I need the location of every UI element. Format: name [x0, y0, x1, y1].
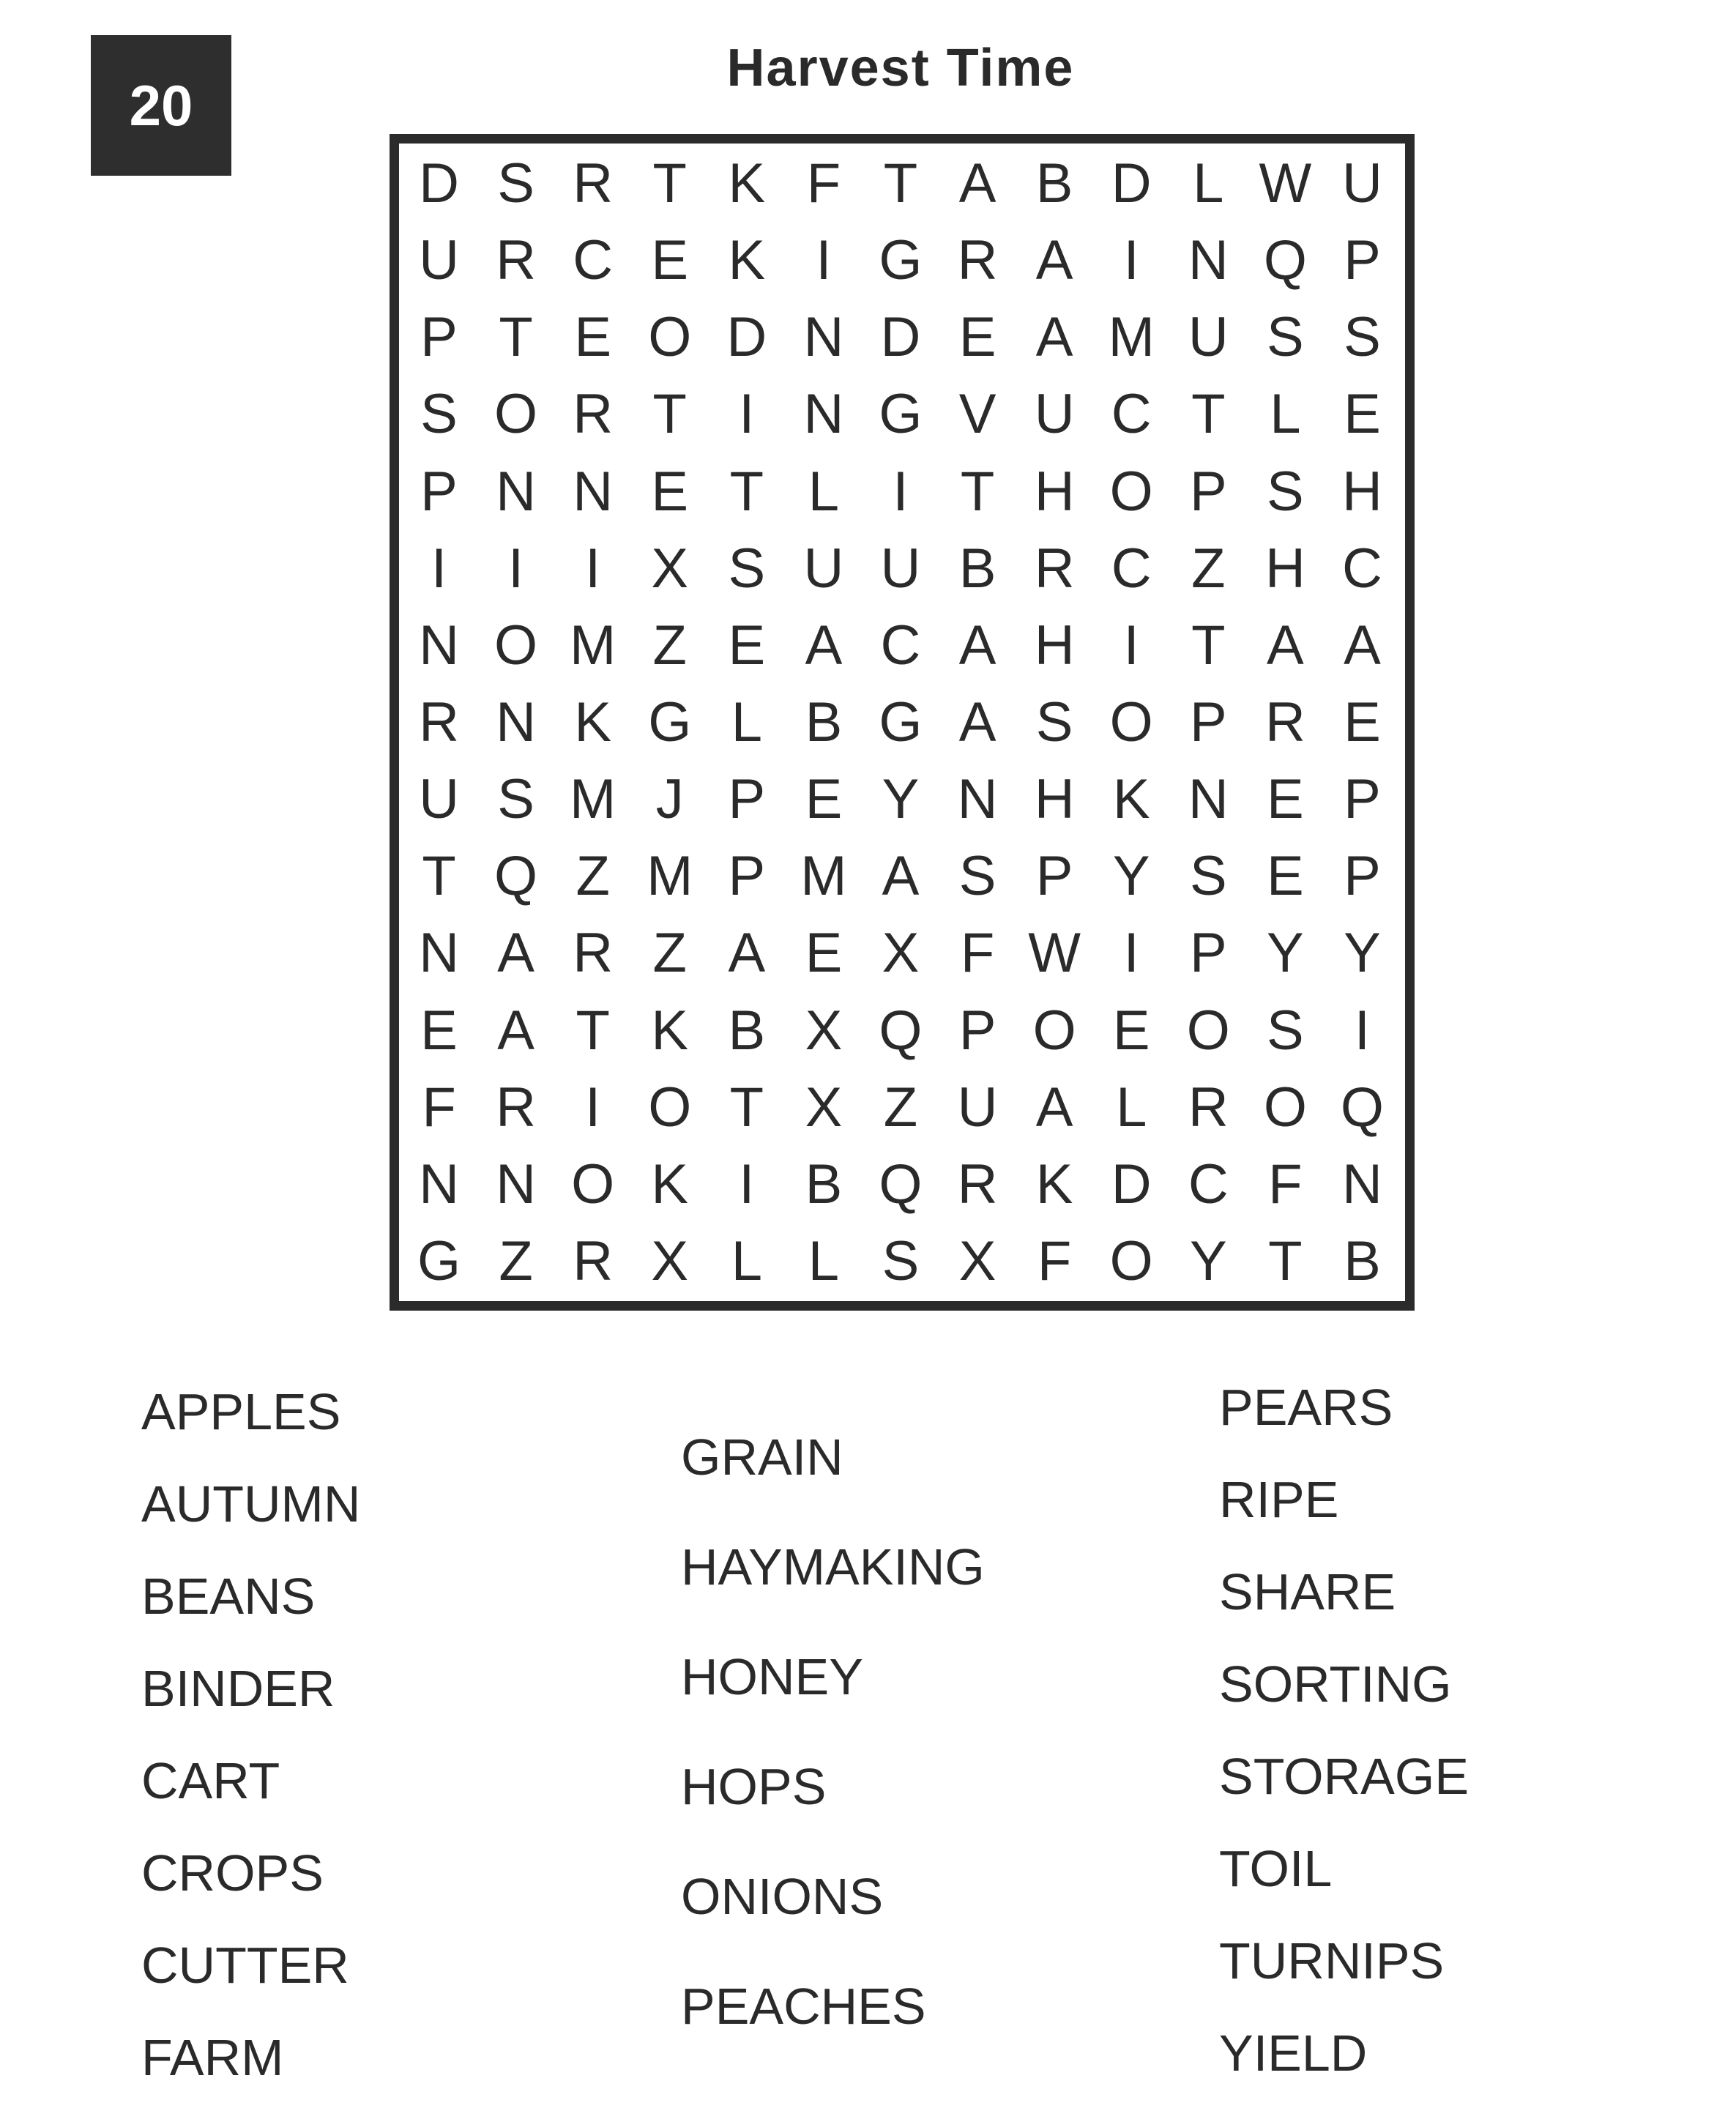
grid-letter[interactable]: E	[420, 999, 458, 1062]
grid-letter[interactable]: H	[1342, 460, 1382, 523]
grid-letter[interactable]: I	[739, 383, 755, 446]
grid-letter[interactable]: Z	[652, 614, 687, 677]
grid-letter[interactable]: P	[1344, 845, 1381, 908]
grid-letter[interactable]: R	[1034, 537, 1075, 600]
grid-letter[interactable]: O	[1109, 1229, 1153, 1292]
grid-letter[interactable]: W	[1259, 152, 1312, 215]
grid-letter[interactable]: P	[1344, 768, 1381, 831]
grid-letter[interactable]: S	[1267, 999, 1304, 1062]
grid-letter[interactable]: Q	[494, 845, 538, 908]
grid-letter[interactable]: T	[1191, 614, 1226, 677]
grid-letter[interactable]: R	[419, 690, 459, 753]
grid-letter[interactable]: A	[1035, 306, 1073, 369]
grid-letter[interactable]: M	[570, 614, 616, 677]
grid-letter[interactable]: R	[1188, 1076, 1229, 1139]
grid-letter[interactable]: N	[496, 1152, 537, 1215]
word-list-item: PEARS	[1219, 1379, 1393, 1436]
grid-letter[interactable]: C	[1188, 1152, 1229, 1215]
word-list-item: HONEY	[681, 1648, 863, 1705]
grid-letter[interactable]: X	[651, 537, 689, 600]
grid-letter[interactable]: E	[958, 306, 996, 369]
grid-letter[interactable]: T	[499, 306, 533, 369]
grid-letter[interactable]: X	[882, 922, 920, 985]
grid-letter[interactable]: M	[570, 768, 616, 831]
grid-letter[interactable]: N	[496, 460, 537, 523]
grid-letter[interactable]: U	[419, 768, 459, 831]
grid-letter[interactable]: N	[573, 460, 614, 523]
grid-letter[interactable]: R	[1264, 690, 1305, 753]
page-number: 20	[129, 72, 193, 138]
grid-letter[interactable]: C	[1111, 537, 1152, 600]
grid-letter[interactable]: N	[1188, 229, 1229, 292]
grid-letter[interactable]: T	[652, 152, 687, 215]
grid-letter[interactable]: E	[1344, 383, 1381, 446]
grid-letter[interactable]: S	[1267, 306, 1304, 369]
grid-letter[interactable]: O	[648, 1076, 692, 1139]
grid-letter[interactable]: G	[648, 690, 692, 753]
grid-letter[interactable]: B	[805, 1152, 843, 1215]
grid-letter[interactable]: W	[1028, 922, 1081, 985]
grid-letter[interactable]: Q	[879, 999, 923, 1062]
word-list-item: SHARE	[1219, 1563, 1396, 1620]
grid-letter[interactable]: A	[1035, 1076, 1073, 1139]
grid-letter[interactable]: P	[1035, 845, 1073, 908]
grid-letter[interactable]: L	[1270, 383, 1301, 446]
grid-letter[interactable]: P	[1189, 690, 1227, 753]
grid-letter[interactable]: K	[1035, 1152, 1073, 1215]
grid-letter[interactable]: T	[1191, 383, 1226, 446]
grid-letter[interactable]: L	[731, 690, 762, 753]
grid-letter[interactable]: O	[1032, 999, 1076, 1062]
grid-letter[interactable]: Z	[1191, 537, 1226, 600]
grid-letter[interactable]: E	[728, 614, 766, 677]
grid-letter[interactable]: I	[1123, 922, 1139, 985]
grid-letter[interactable]: B	[728, 999, 766, 1062]
grid-letter[interactable]: P	[1344, 229, 1381, 292]
word-list-item: CART	[141, 1752, 280, 1809]
grid-letter[interactable]: A	[958, 690, 996, 753]
grid-letter[interactable]: F	[960, 922, 995, 985]
grid-letter[interactable]: B	[958, 537, 996, 600]
grid-letter[interactable]: U	[1188, 306, 1229, 369]
grid-letter[interactable]: N	[496, 690, 537, 753]
grid-letter[interactable]: E	[1112, 999, 1150, 1062]
grid-letter[interactable]: O	[1109, 690, 1153, 753]
grid-letter[interactable]: D	[726, 306, 767, 369]
grid-letter[interactable]: P	[728, 845, 766, 908]
word-list-item: HOPS	[681, 1758, 827, 1815]
grid-letter[interactable]: G	[417, 1229, 461, 1292]
grid-letter[interactable]: T	[729, 1076, 764, 1139]
word-list-item: CUTTER	[141, 1937, 349, 1994]
grid-letter[interactable]: Z	[883, 1076, 918, 1139]
grid-letter[interactable]: T	[575, 999, 610, 1062]
grid-letter[interactable]: L	[1193, 152, 1224, 215]
grid-letter[interactable]: T	[1268, 1229, 1303, 1292]
grid-letter[interactable]: A	[1344, 614, 1381, 677]
grid-letter[interactable]: I	[431, 537, 447, 600]
grid-letter[interactable]: I	[816, 229, 832, 292]
grid-letter[interactable]: V	[958, 383, 996, 446]
word-list-item: YIELD	[1219, 2025, 1368, 2082]
word-list-item: GRAIN	[681, 1429, 843, 1486]
grid-letter[interactable]: Y	[882, 768, 920, 831]
grid-letter[interactable]: N	[419, 1152, 459, 1215]
grid-letter[interactable]: A	[958, 614, 996, 677]
word-list-item: CROPS	[141, 1844, 324, 1902]
grid-letter[interactable]: E	[1267, 768, 1304, 831]
grid-letter[interactable]: O	[648, 306, 692, 369]
grid-letter[interactable]: A	[882, 845, 920, 908]
letter-grid	[401, 145, 1401, 1300]
grid-letter[interactable]: P	[420, 460, 458, 523]
grid-letter[interactable]: U	[1342, 152, 1382, 215]
grid-letter[interactable]: B	[805, 690, 843, 753]
grid-letter[interactable]: B	[1344, 1229, 1381, 1292]
grid-letter[interactable]: X	[805, 999, 843, 1062]
grid-letter[interactable]: P	[1189, 922, 1227, 985]
grid-letter[interactable]: S	[958, 845, 996, 908]
grid-letter[interactable]: C	[1342, 537, 1382, 600]
grid-letter[interactable]: K	[574, 690, 612, 753]
grid-letter[interactable]: N	[1342, 1152, 1382, 1215]
grid-letter[interactable]: U	[803, 537, 844, 600]
grid-letter[interactable]: S	[728, 537, 766, 600]
grid-letter[interactable]: R	[573, 922, 614, 985]
grid-letter[interactable]: G	[879, 229, 923, 292]
grid-letter[interactable]: S	[1267, 460, 1304, 523]
grid-letter[interactable]: I	[1123, 229, 1139, 292]
word-list-item: PEACHES	[681, 1978, 926, 2035]
grid-letter[interactable]: U	[419, 229, 459, 292]
word-list-item: APPLES	[141, 1383, 341, 1440]
grid-letter[interactable]: R	[496, 1076, 537, 1139]
grid-letter[interactable]: T	[883, 152, 918, 215]
grid-letter[interactable]: N	[419, 922, 459, 985]
grid-letter[interactable]: T	[422, 845, 456, 908]
grid-letter[interactable]: T	[652, 383, 687, 446]
grid-letter[interactable]: H	[1034, 614, 1075, 677]
grid-letter[interactable]: N	[803, 306, 844, 369]
word-list-item: TURNIPS	[1219, 1932, 1445, 1989]
grid-letter[interactable]: E	[1344, 690, 1381, 753]
word-list-item: BEANS	[141, 1568, 316, 1625]
grid-letter[interactable]: I	[893, 460, 909, 523]
grid-letter[interactable]: A	[728, 922, 766, 985]
grid-letter[interactable]: K	[651, 999, 689, 1062]
grid-letter[interactable]: B	[1035, 152, 1073, 215]
grid-letter[interactable]: A	[497, 922, 534, 985]
grid-letter[interactable]: C	[880, 614, 921, 677]
grid-letter[interactable]: I	[585, 537, 601, 600]
grid-letter[interactable]: Y	[1344, 922, 1381, 985]
grid-letter[interactable]: I	[1354, 999, 1371, 1062]
grid-letter[interactable]: L	[808, 1229, 840, 1292]
grid-letter[interactable]: R	[573, 152, 614, 215]
grid-letter[interactable]: O	[494, 383, 538, 446]
grid-letter[interactable]: N	[803, 383, 844, 446]
word-list-item: SORTING	[1219, 1656, 1452, 1713]
grid-letter[interactable]: R	[496, 229, 537, 292]
grid-letter[interactable]: E	[651, 460, 689, 523]
grid-letter[interactable]: Y	[1112, 845, 1150, 908]
grid-letter[interactable]: X	[805, 1076, 843, 1139]
grid-letter[interactable]: I	[508, 537, 524, 600]
grid-letter[interactable]: F	[1268, 1152, 1303, 1215]
grid-letter[interactable]: N	[1188, 768, 1229, 831]
grid-letter[interactable]: Z	[575, 845, 610, 908]
grid-letter[interactable]: O	[1263, 1076, 1307, 1139]
grid-letter[interactable]: S	[882, 1229, 920, 1292]
grid-letter[interactable]: C	[1111, 383, 1152, 446]
grid-letter[interactable]: A	[497, 999, 534, 1062]
grid-letter[interactable]: H	[1264, 537, 1305, 600]
grid-letter[interactable]: X	[651, 1229, 689, 1292]
grid-letter[interactable]: A	[1035, 229, 1073, 292]
grid-letter[interactable]: M	[647, 845, 693, 908]
grid-letter[interactable]: H	[1034, 460, 1075, 523]
grid-letter[interactable]: L	[808, 460, 840, 523]
word-list-item: TOIL	[1219, 1840, 1333, 1897]
grid-letter[interactable]: O	[494, 614, 538, 677]
grid-letter[interactable]: G	[879, 383, 923, 446]
grid-letter[interactable]: I	[585, 1076, 601, 1139]
grid-letter[interactable]: Q	[879, 1152, 923, 1215]
grid-letter[interactable]: R	[957, 1152, 998, 1215]
grid-letter[interactable]: L	[731, 1229, 762, 1292]
grid-letter[interactable]: Q	[1340, 1076, 1385, 1139]
grid-letter[interactable]: A	[958, 152, 996, 215]
grid-letter[interactable]: O	[1186, 999, 1230, 1062]
grid-letter[interactable]: M	[1108, 306, 1155, 369]
grid-letter[interactable]: D	[1111, 152, 1152, 215]
grid-letter[interactable]: Y	[1189, 1229, 1227, 1292]
grid-letter[interactable]: X	[958, 1229, 996, 1292]
grid-letter[interactable]: E	[805, 768, 843, 831]
puzzle-title: Harvest Time	[726, 39, 1075, 97]
grid-letter[interactable]: P	[1189, 460, 1227, 523]
grid-letter[interactable]: C	[573, 229, 614, 292]
grid-letter[interactable]: T	[960, 460, 995, 523]
grid-letter[interactable]: U	[1034, 383, 1075, 446]
grid-letter[interactable]: E	[805, 922, 843, 985]
grid-letter[interactable]: L	[1116, 1076, 1147, 1139]
grid-letter[interactable]: J	[655, 768, 684, 831]
grid-letter[interactable]: D	[419, 152, 459, 215]
grid-letter[interactable]: K	[728, 229, 766, 292]
grid-letter[interactable]: U	[880, 537, 921, 600]
grid-letter[interactable]: N	[957, 768, 998, 831]
grid-letter[interactable]: Z	[652, 922, 687, 985]
grid-letter[interactable]: S	[1189, 845, 1227, 908]
grid-letter[interactable]: S	[497, 768, 534, 831]
grid-letter[interactable]: F	[1037, 1229, 1072, 1292]
grid-letter[interactable]: Z	[499, 1229, 533, 1292]
grid-letter[interactable]: U	[957, 1076, 998, 1139]
grid-letter[interactable]: O	[571, 1152, 615, 1215]
grid-letter[interactable]: G	[879, 690, 923, 753]
grid-letter[interactable]: P	[728, 768, 766, 831]
grid-letter[interactable]: D	[1111, 1152, 1152, 1215]
grid-letter[interactable]: S	[1344, 306, 1381, 369]
grid-letter[interactable]: F	[806, 152, 841, 215]
grid-letter[interactable]: O	[1109, 460, 1153, 523]
grid-letter[interactable]: E	[574, 306, 612, 369]
grid-letter[interactable]: K	[728, 152, 766, 215]
word-list-item: RIPE	[1219, 1471, 1339, 1528]
grid-letter[interactable]: R	[573, 1229, 614, 1292]
grid-letter[interactable]: S	[497, 152, 534, 215]
word-list-item: FARM	[141, 2029, 284, 2086]
grid-letter[interactable]: K	[651, 1152, 689, 1215]
grid-letter[interactable]: K	[1112, 768, 1150, 831]
grid-letter[interactable]: T	[729, 460, 764, 523]
grid-letter[interactable]: F	[422, 1076, 456, 1139]
grid-letter[interactable]: A	[805, 614, 843, 677]
word-list-item: BINDER	[141, 1660, 335, 1717]
word-list-item: AUTUMN	[141, 1475, 361, 1533]
grid-letter[interactable]: R	[573, 383, 614, 446]
grid-letter[interactable]: D	[880, 306, 921, 369]
grid-letter[interactable]: S	[1035, 690, 1073, 753]
grid-letter[interactable]: I	[1123, 614, 1139, 677]
grid-letter[interactable]: P	[420, 306, 458, 369]
grid-letter[interactable]: S	[420, 383, 458, 446]
grid-letter[interactable]: E	[651, 229, 689, 292]
word-list-item: ONIONS	[681, 1868, 884, 1925]
grid-letter[interactable]: E	[1267, 845, 1304, 908]
grid-letter[interactable]: R	[957, 229, 998, 292]
grid-letter[interactable]: P	[958, 999, 996, 1062]
grid-letter[interactable]: H	[1034, 768, 1075, 831]
grid-letter[interactable]: Q	[1263, 229, 1307, 292]
word-list-item: HAYMAKING	[681, 1538, 985, 1595]
grid-letter[interactable]: I	[739, 1152, 755, 1215]
grid-letter[interactable]: N	[419, 614, 459, 677]
grid-letter[interactable]: A	[1267, 614, 1304, 677]
grid-letter[interactable]: M	[800, 845, 847, 908]
grid-letter[interactable]: Y	[1267, 922, 1304, 985]
word-list-item: STORAGE	[1219, 1748, 1469, 1805]
